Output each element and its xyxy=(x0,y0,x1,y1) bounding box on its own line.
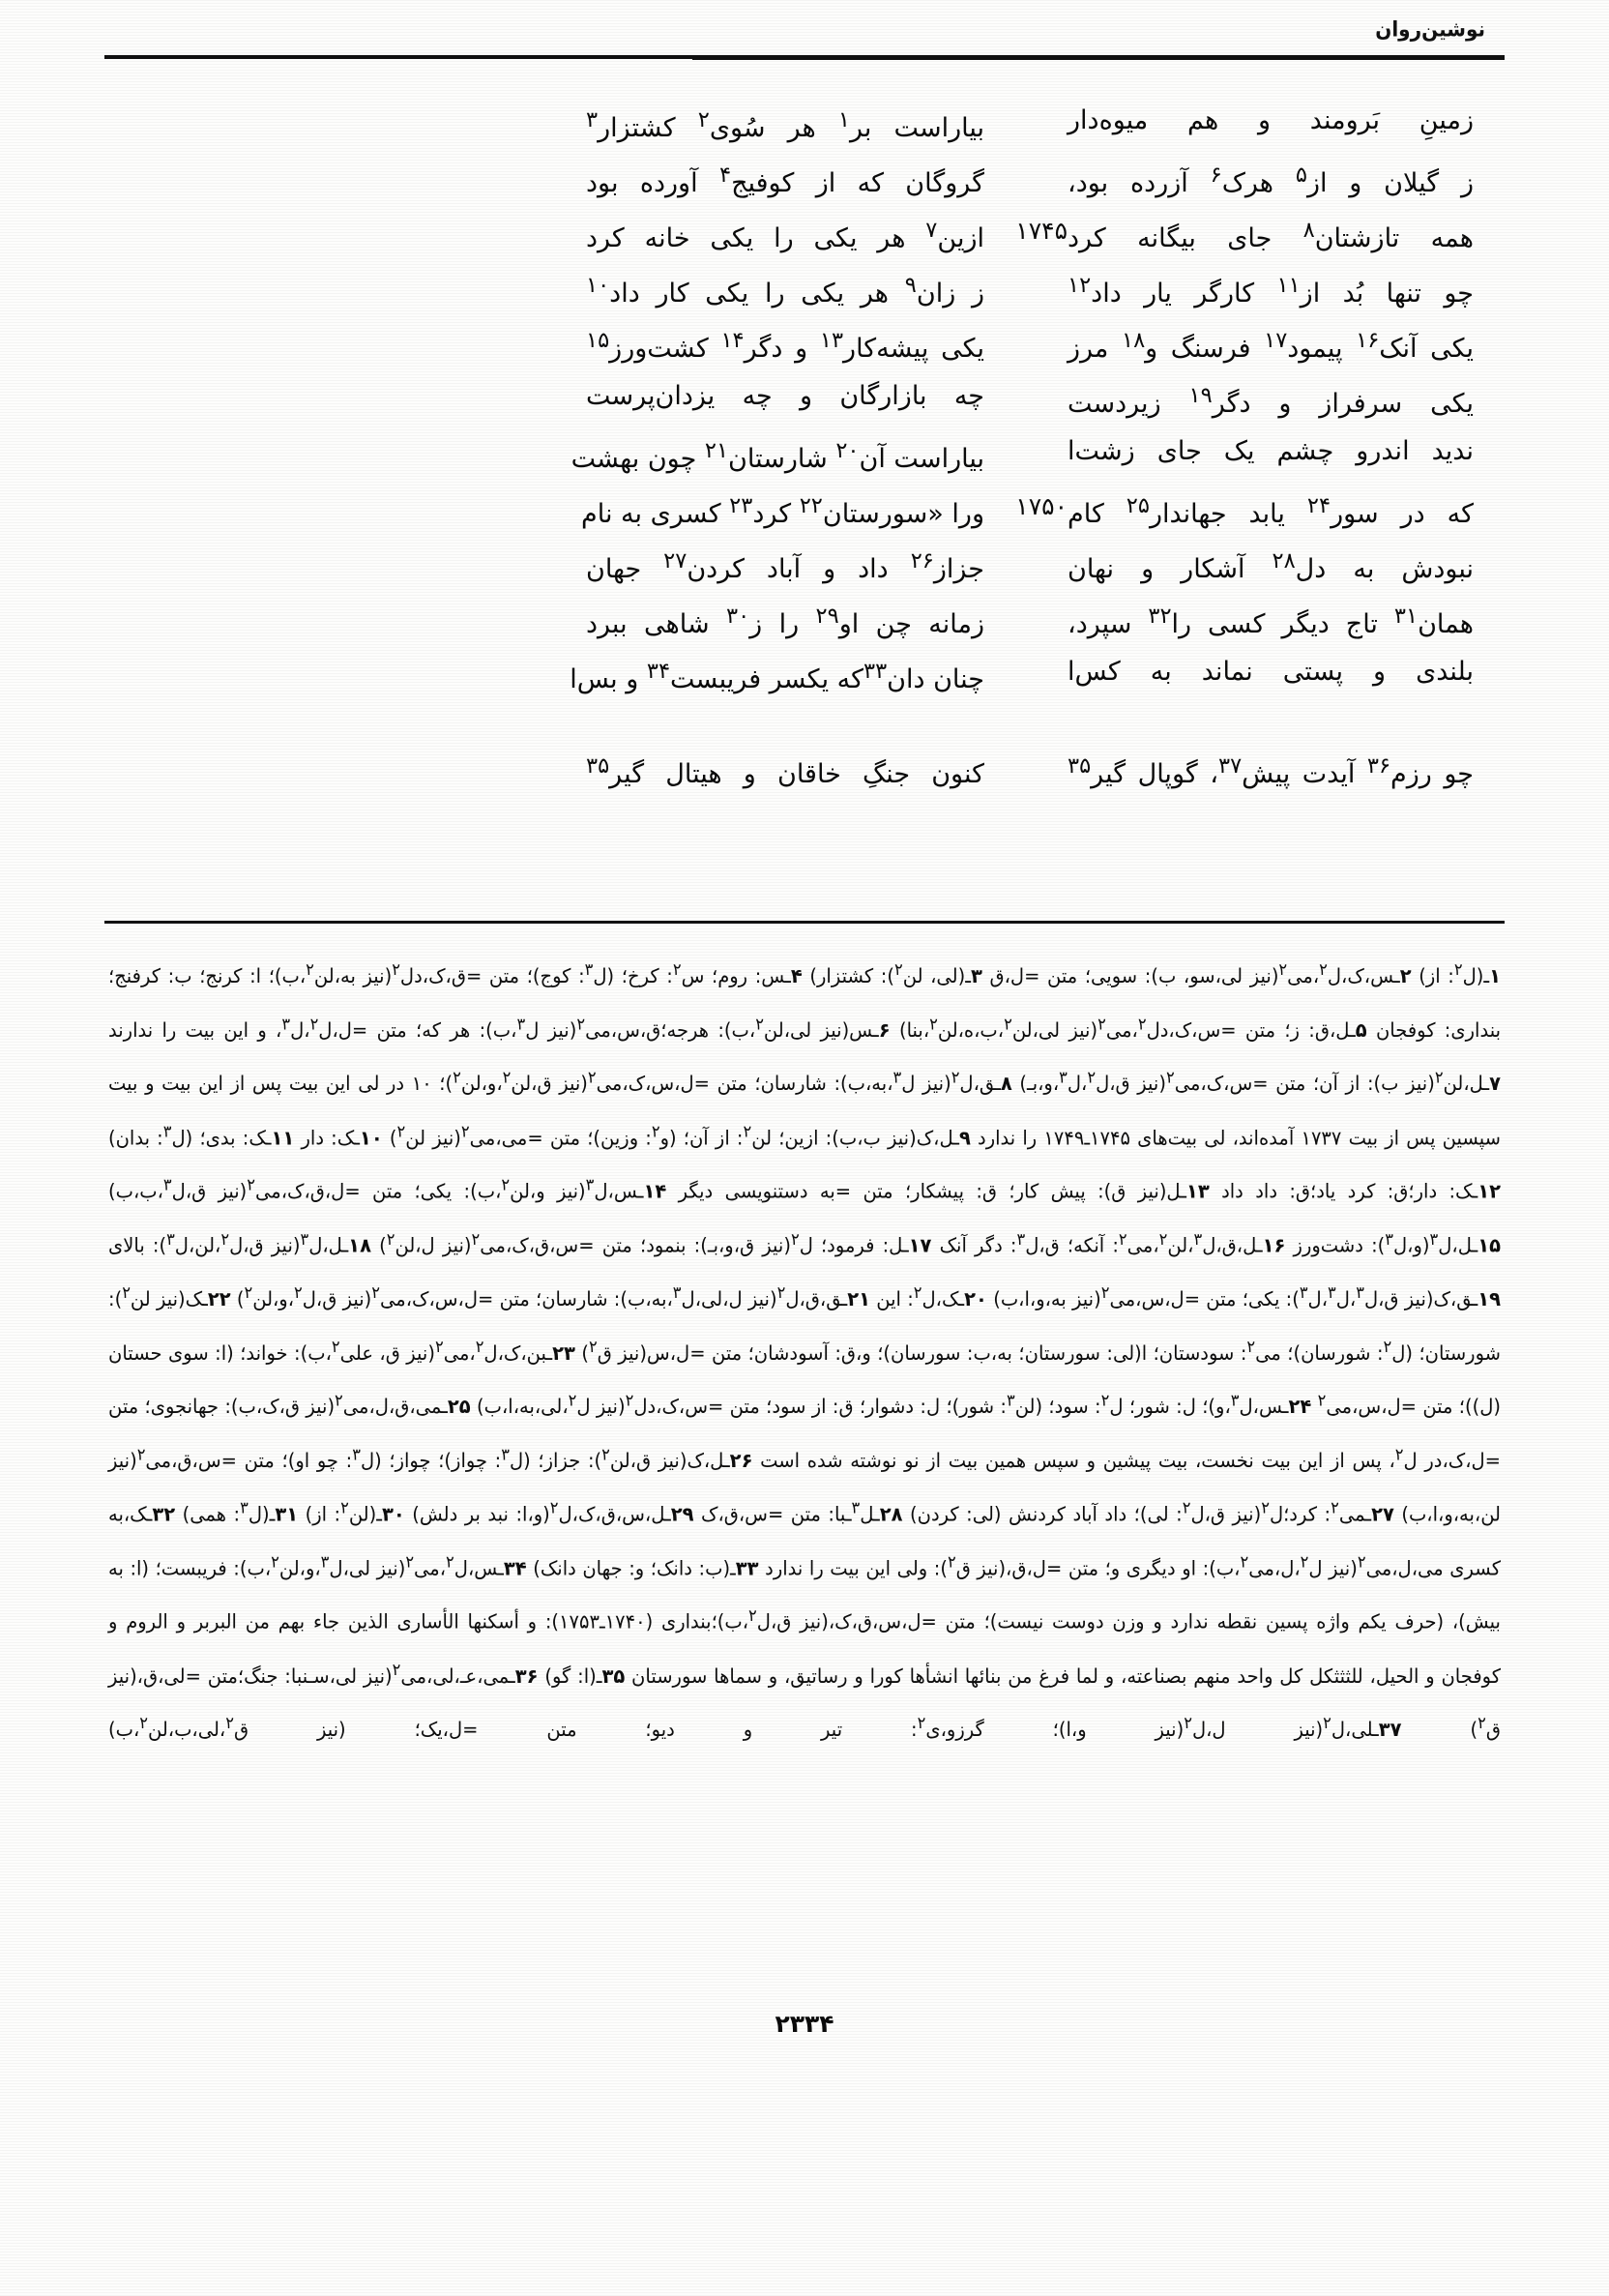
hemistich-right: بیاراست آن$^{۲۰}$ شارستان$^{۲۱}$ چون بهشت xyxy=(570,438,984,474)
verse-number xyxy=(984,738,1068,794)
verse-couplet xyxy=(126,258,1483,313)
hemistich-right: ورا «سورستان$^{۲۲}$ کرد$^{۲۳}$ کسری به نام xyxy=(581,493,984,529)
hemistich-right: گروگان که از کوفیج$^۴$ آورده بود xyxy=(586,162,984,198)
hemistich-right: ز زان$^۹$ هر یکی را یکی کار داد$^{۱۰}$ xyxy=(586,273,984,309)
running-head: نوشین‌روان xyxy=(1375,16,1485,42)
page-number: ۲۳۳۴ xyxy=(775,2010,834,2038)
verse-couplet xyxy=(126,479,1483,534)
verse-number: ۱۷۴۵ xyxy=(1015,217,1068,245)
hemistich-left: یکی سرفراز و دگر$^{۱۹}$ زیردست xyxy=(1068,383,1474,419)
hemistich-left: ندید اندرو چشم یک جای زشت‌ا xyxy=(1068,436,1474,466)
hemistich-left: همان$^{۳۱}$ تاج دیگر کسی را$^{۳۲}$ سپرد، xyxy=(1068,603,1474,639)
hemistich-left: بلندی و پستی نماند به کس‌ا xyxy=(1068,657,1474,687)
hemistich-left: یکی آنک$^{۱۶}$ پیمود$^{۱۷}$ فرسنگ و$^{۱۸}$ مرز xyxy=(1068,328,1474,364)
hemistich-right: یکی پیشه‌کار$^{۱۳}$ و دگر$^{۱۴}$ کشت‌ورز$^{۱۵}$ xyxy=(586,328,985,364)
hemistich-left: همه تازشتان$^۸$ جای بیگانه کرد xyxy=(1068,218,1474,253)
verse-couplet xyxy=(126,644,1483,699)
hemistich-left: ز گیلان و از$^۵$ هرک$^۶$ آزرده بود، xyxy=(1068,162,1474,198)
hemistich-left: نبودش به دل$^{۲۸}$ آشکار و نهان xyxy=(1068,548,1474,584)
hemistich-right: چنان دان$^{۳۳}$که یکسر فریبست$^{۳۴}$ و بس‌ا xyxy=(570,659,984,694)
hemistich-left: که در سور$^{۲۴}$ یابد جهاندار$^{۲۵}$ کام xyxy=(1068,493,1474,529)
apparatus-rule xyxy=(104,921,1505,924)
critical-apparatus: ۱ـ(ل$^۲$: از) ۲ـس،ک،ل$^۲$،می$^۲$(نیز لی،سو، ب): سویی؛ متن =ل،ق ۳ـ(لی، لن$^۲$): کشتزار) ۴ـس: روم؛ س$^۲$: کرخ؛ (ل$^۳$: کوج)؛ متن =ق،ک،دل$^۲$(نیز به،لن$^۲$،ب)؛ ا: کرنج؛ ب: کرفنج؛ بنداری: کوفجان ۵ـل،ق: ز؛ متن =س،ک،دل$^۲$،می$^۲$(نیز لی،لن$^۲$،ب،ه،لن$^۲$،بنا) ۶ـس(نیز لی،لن$^۲$،ب): هرجه؛ق،س،می$^۲$(نیز ل$^۳$،ب): هر که؛ متن =ل،ل$^۲$،ل$^۳$، و این بیت را ندارند ۷ـل،لن$^۲$(نیز ب): از آن؛ متن =س،ک،می$^۲$(نیز ق،ل$^۲$،ل$^۳$،و،بـ) ۸ـق،ل$^۲$(نیز ل$^۳$،به،ب): شارسان؛ متن =ل،س،ک،می$^۲$(نیز ق،لن$^۲$،و،لن$^۲$)؛ ۱۰ در لی این بیت پس از این بیت و بیت سپسین پس از بیت ۱۷۳۷ آمده‌اند، لی بیت‌های ۱۷۴۵ـ۱۷۴۹ را ندارد ۹ـل،ک(نیز ب،ب): ازین؛ لن$^۲$: از آن؛ (و$^۲$: وزین)؛ متن =می،می$^۲$(نیز لن$^۲$) ۱۰ـک: دار ۱۱ـک: بدی؛ (ل$^۳$: بدان) ۱۲ـک: دار؛ق: کرد یاد؛ق: داد داد ۱۳ـل(نیز ق): پیش کار؛ ق: پیشکار؛ متن =به دستنویسی دیگر ۱۴ـس،ل$^۳$(نیز و،لن$^۲$،ب): یکی؛ متن =ل،ق،ک،می$^۲$(نیز ق،ل$^۳$،ب،ب) ۱۵ـل،ل$^۳$(و،ل$^۳$): دشت‌ورز ۱۶ـل،ق،ل$^۳$،لن$^۲$،می$^۲$: آنکه؛ ق،ل$^۳$: دگر آنک ۱۷ـل: فرمود؛ ل$^۲$(نیز ق،و،بـ): بنمود؛ متن =س،ق،ک،می$^۲$(نیز ل،لن$^۲$) ۱۸ـل،ل$^۳$(نیز ق،ل$^۲$،لن،ل$^۳$): بالای ۱۹ـق،ک(نیز ق،ل$^۳$،ل$^۳$،ل$^۳$): یکی؛ متن =ل،س،می$^۲$(نیز به،و،ا،ب) ۲۰ـک،ل$^۲$: این ۲۱ـق،ق،ل$^۲$(نیز ل،لی،ل$^۳$،به،ب): شارسان؛ متن =ل،س،ک،می$^۲$(نیز ق،ل$^۲$،و،لن$^۲$) ۲۲ـک(نیز لن$^۲$): شورستان؛ (ل$^۲$: شورسان)؛ می$^۲$: سودستان؛ ا(لی: سورستان؛ به،ب: سورسان)؛ و،ق: آسودشان؛ متن =ل،س(نیز ق$^۲$) ۲۳ـبن،ک،ل$^۲$،می$^۲$(نیز ق، علی$^۲$،ب): خواند؛ (ا: سوی حستان (ل))؛ متن =ل،س،می$^۲$ ۲۴ـس،ل$^۳$،و)؛ ل: شور؛ ل$^۲$: سود؛ (لن$^۳$: شور)؛ ل: دشوار؛ ق: از سود؛ متن =س،ک،دل$^۲$(نیز ل$^۲$،لی،به،ا،ب) ۲۵ـمی،ق،ل،می$^۲$(نیز ق،ک،ب): جهانجوی؛ متن =ل،ک،در ل$^۲$، پس از این بیت نخست، بیت پیشین و سپس همین بیت از نو نوشته شده است ۲۶ـل،ک(نیز ق،لن$^۲$): جزاز؛ (ل$^۳$: چواز)؛ چواز؛ (ل$^۳$: چو او)؛ متن =س،ق،می$^۲$(نیز لن،به،و،ا،ب) ۲۷ـمی$^۲$: کرد؛ل$^۲$(نیز ق،ل$^۲$: لی)؛ داد آباد کردنش (لی: کردن) ۲۸ـل$^۳$ـبا: متن =س،ق،ک ۲۹ـل،س،ق،ک،ل$^۲$(و،ا: نبد بر دلش) ۳۰ـ(لن$^۲$: از) ۳۱ـ(ل$^۳$: همی) ۳۲ـک،به کسری می،ل،می$^۲$(نیز ل$^۲$،ل،می$^۲$،ب): او دیگری و؛ متن =ل،ق،(نیز ق$^۲$): ولی این بیت را ندارد ۳۳ـ(ب: دانک؛ و: جهان دانک) ۳۴ـس،ل$^۲$،می$^۲$(نیز لی،ل$^۳$،و،لن$^۲$،ب): فریبست؛ (ا: به بیش)، (حرف یکم واژه پسین نقطه ندارد و وزن دوست نیست)؛ متن =ل،س،ق،ک،(نیز ق،ل$^۲$،ب)؛بنداری (۱۷۴۰ـ۱۷۵۳): و أسکنها الأساری الذین جاء بهم من البربر و الروم و کوفجان و الحیل، للثثثکل کل واحد منهم بصناعته، و لما فرغ من بنائها انشأها کورا و رساتیق، و سماها سورستان ۳۵ـ(ا: گو) ۳۶ـمی،عـ،لی،می$^۲$(نیز لی،سـنبا: جنگ؛متن =لی،ق،(نیز ق$^۲$) ۳۷ـلی،ل$^۲$(نیز ل،ل$^۲$(نیز و،ا)؛ گرزو،ی$^۲$: تیر و دیو؛ متن =ل،یک؛ (نیز ق$^۲$،لی،ب،لن$^۲$،ب) xyxy=(108,959,1502,1742)
verse-block xyxy=(126,93,1483,794)
hemistich-right: ازین$^۷$ هر یکی را یکی خانه کرد xyxy=(586,218,984,253)
hemistich-right: کنون جنگِ خاقان و هیتال گیر$^{۳۵}$ xyxy=(586,753,984,789)
hemistich-right: جزاز$^{۲۶}$ داد و آباد کردن$^{۲۷}$ جهان xyxy=(586,548,984,584)
verse-couplet xyxy=(126,93,1483,148)
hemistich-right: چه بازارگان و چه یزدان‌پرست xyxy=(586,381,984,411)
verse-couplet-final xyxy=(126,738,1483,794)
verse-couplet xyxy=(126,203,1483,258)
verse-couplet xyxy=(126,589,1483,644)
hemistich-right: بیاراست بر$^۱$ هر سُوی$^۲$ کشتزار$^۳$ xyxy=(586,107,985,143)
verse-couplet xyxy=(126,534,1483,589)
hemistich-left: چو تنها بُد از$^{۱۱}$ کارگر یار داد$^{۱۲}$ xyxy=(1068,273,1474,309)
verse-couplet xyxy=(126,313,1483,368)
hemistich-left: چو رزم$^{۳۶}$ آیدت پیش$^{۳۷}$، گوپال گیر$^{۳۵}$ xyxy=(1068,753,1474,789)
verse-couplet xyxy=(126,424,1483,479)
verse-couplet xyxy=(126,148,1483,203)
hemistich-right: زمانه چن او$^{۲۹}$ را ز$^{۳۰}$ شاهی ببرد xyxy=(586,603,984,639)
verse-couplet xyxy=(126,368,1483,424)
header-rule xyxy=(104,55,1505,59)
verse-number: ۱۷۵۰ xyxy=(1015,492,1068,520)
hemistich-left: زمینِ بَرومند و هم میوه‌دار xyxy=(1068,105,1474,135)
